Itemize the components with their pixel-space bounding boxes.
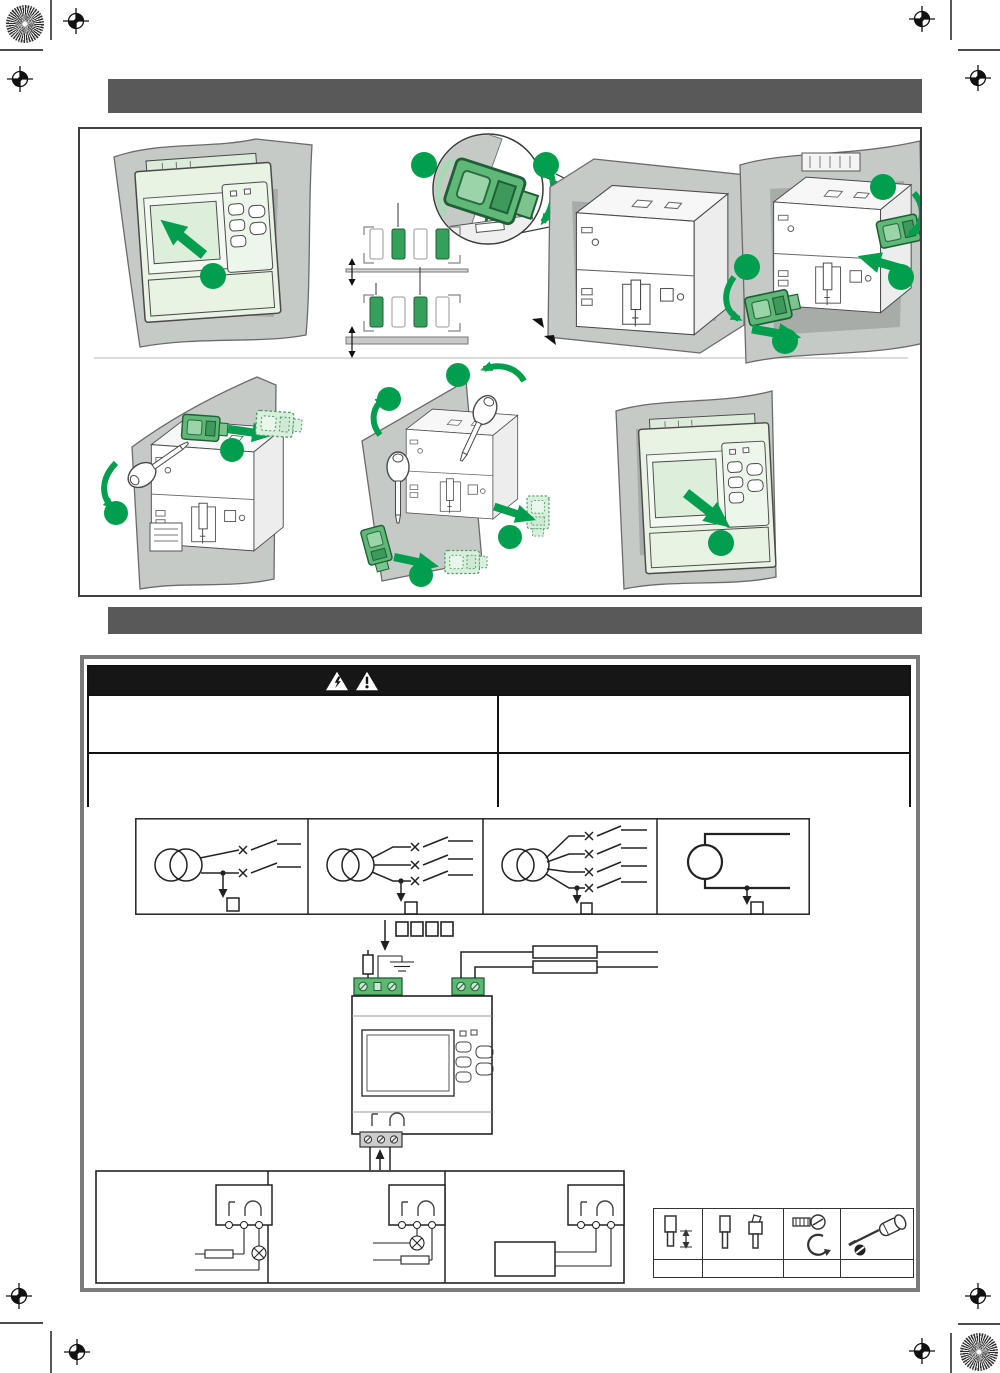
tool-cell [784, 1209, 841, 1259]
warning-cell [499, 694, 909, 752]
step-badge [409, 563, 433, 587]
comm-terminal-block [452, 978, 484, 995]
warning-table-body [89, 694, 909, 807]
controller-wiring-diagram [340, 920, 670, 1170]
tool-value [654, 1259, 703, 1277]
rotate-arrow [484, 366, 524, 381]
illustration-release-top-clip [104, 377, 302, 589]
wire-strip-length-icon [658, 1212, 698, 1256]
section-header-mounting [108, 79, 922, 113]
retaining-clip-removed [255, 410, 302, 438]
warning-table [87, 665, 911, 807]
tool-value [841, 1259, 913, 1277]
supply-fuse [363, 950, 373, 978]
tool-cell [703, 1209, 784, 1259]
illustration-remove-front [616, 391, 776, 589]
power-terminal-block [354, 978, 402, 995]
tool-cell [841, 1209, 913, 1259]
warning-cell [89, 752, 499, 807]
step-badge [104, 501, 128, 525]
bare-wire-and-ferrule-icon [712, 1212, 774, 1256]
step-badge [870, 174, 896, 200]
electrical-hazard-triangle-icon [325, 670, 349, 692]
safety-alert-triangle-icon [355, 670, 379, 692]
wiring-panel [80, 655, 920, 1292]
step-badge [498, 525, 522, 549]
tool-value [703, 1259, 784, 1277]
functional-earth-symbol [378, 956, 414, 978]
step-badge [411, 152, 437, 178]
bus-connector [802, 153, 860, 171]
tool-specification-table [653, 1208, 914, 1278]
warning-cell [89, 694, 499, 752]
illustration-install-clips [726, 141, 920, 363]
line-termination-wiring [461, 946, 658, 978]
mounting-illustrations-panel [78, 127, 922, 597]
din-bus-connector [150, 523, 182, 551]
tool-value [784, 1259, 841, 1277]
screw-torque-icon [789, 1211, 835, 1257]
warning-cell [499, 752, 909, 807]
illustration-panel-front-insert [114, 139, 312, 347]
section-header-wiring [108, 607, 922, 634]
tool-cell [654, 1209, 703, 1259]
output-up-arrow [376, 1149, 385, 1159]
warning-table-header [89, 667, 909, 694]
flat-blade-screwdriver-icon [845, 1212, 909, 1256]
illustration-remove-clips [360, 363, 549, 587]
power-source-diagrams [135, 818, 810, 915]
connector-variant-boxes [396, 922, 453, 936]
clip-position-diagram-thick-panel [346, 267, 468, 358]
relay-output-diagrams [95, 1170, 625, 1284]
rotate-arrow [104, 463, 116, 507]
step-badge [220, 438, 244, 462]
illustration-rear-view [532, 159, 746, 353]
controller-front-view [352, 996, 493, 1134]
step-badge [708, 530, 734, 556]
output-terminal-block [360, 1132, 402, 1147]
supply-down-arrow [381, 941, 390, 951]
step-badge [734, 254, 760, 280]
step-badge [200, 263, 226, 289]
step-badge [533, 152, 559, 178]
step-badge [772, 328, 798, 354]
step-badge [888, 264, 914, 290]
step-badge [377, 387, 401, 411]
step-badge [446, 363, 470, 387]
